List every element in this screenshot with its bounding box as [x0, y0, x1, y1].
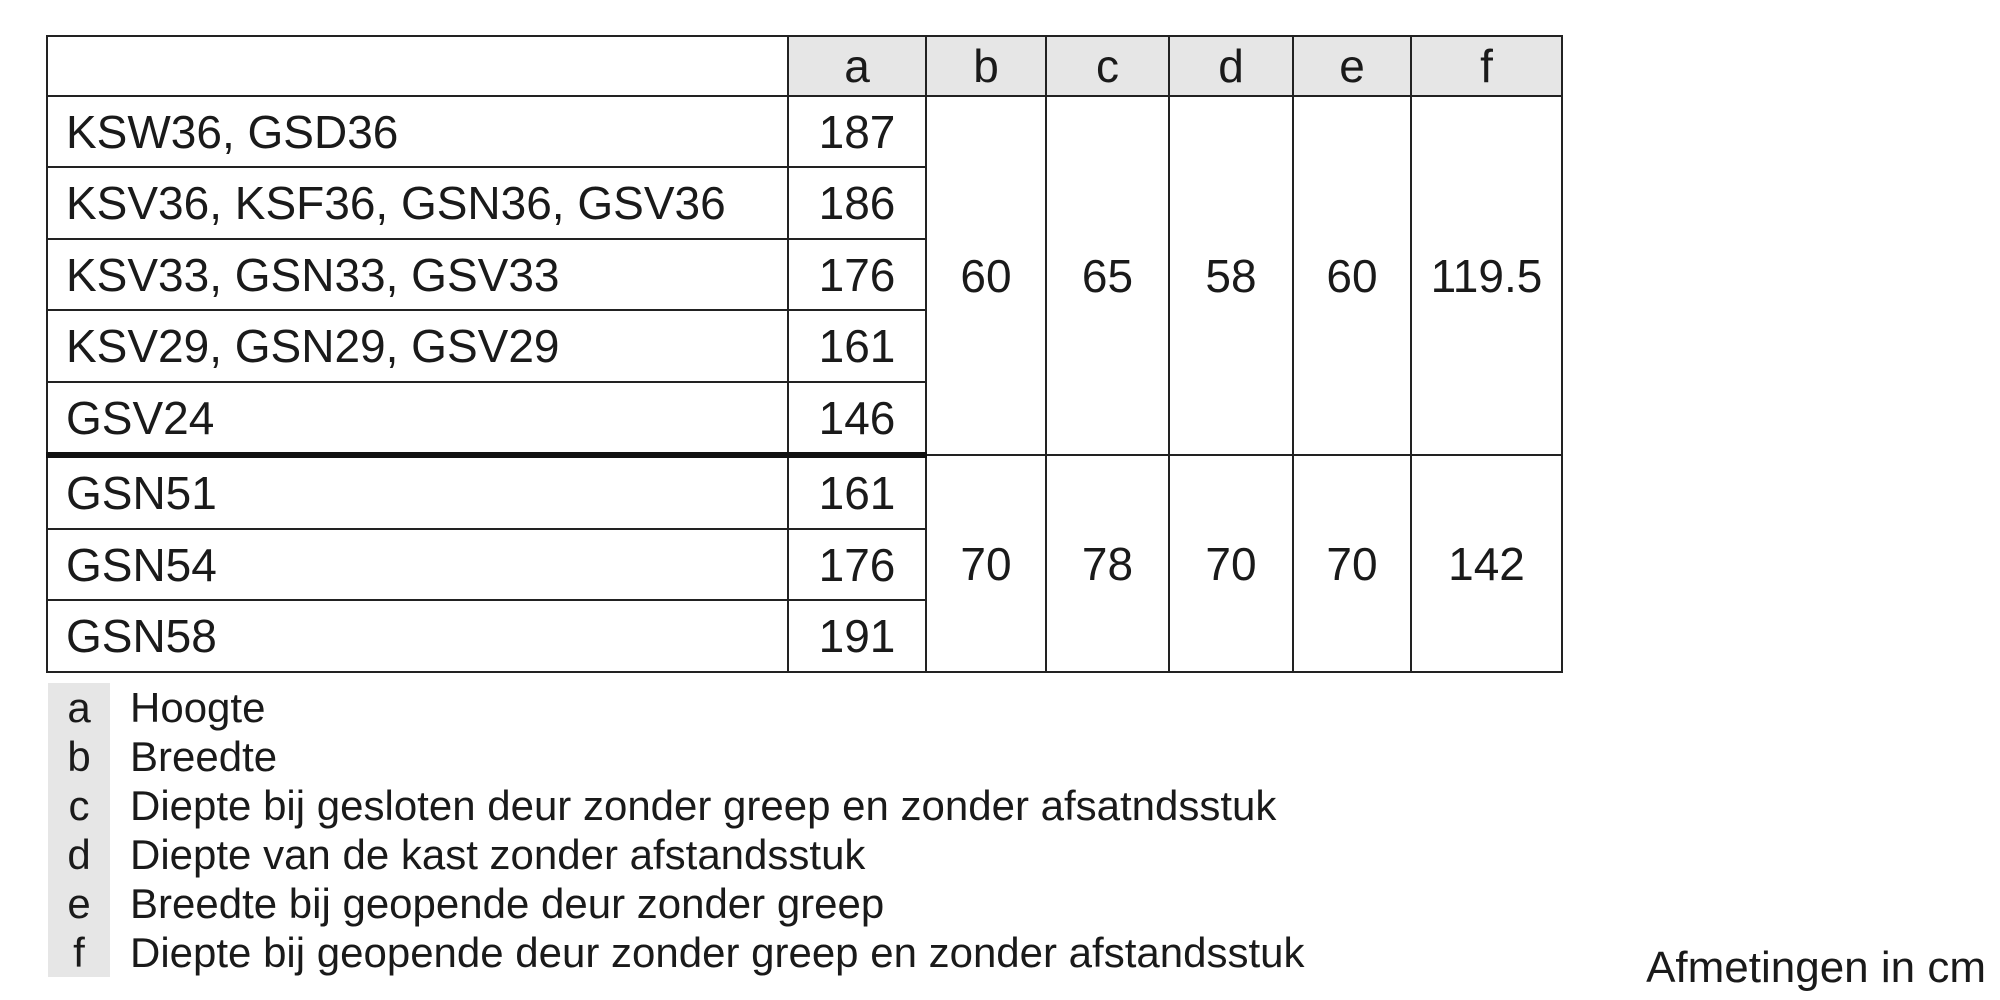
legend-text: Hoogte [130, 683, 266, 731]
header-d: d [1169, 36, 1293, 96]
legend-text: Diepte bij gesloten deur zonder greep en zonder afsatndsstuk [130, 781, 1277, 829]
legend-text: Breedte [130, 732, 278, 780]
model-cell: GSN54 [47, 529, 788, 600]
shared-c-cell: 78 [1046, 455, 1169, 672]
legend-key: d [48, 830, 110, 879]
legend-text: Breedte bij geopende deur zonder greep [130, 879, 885, 927]
legend-item [48, 879, 1304, 928]
header-b: b [926, 36, 1046, 96]
height-cell: 161 [788, 455, 926, 529]
height-cell: 176 [788, 529, 926, 600]
shared-f-cell: 119.5 [1411, 96, 1562, 455]
shared-e-cell: 60 [1293, 96, 1411, 455]
model-cell: GSN58 [47, 600, 788, 672]
height-cell: 191 [788, 600, 926, 672]
shared-e-cell: 70 [1293, 455, 1411, 672]
table-row [47, 96, 1562, 167]
legend-text: Diepte van de kast zonder afstandsstuk [130, 830, 866, 878]
height-cell: 161 [788, 310, 926, 381]
header-blank-cell [47, 36, 788, 96]
dimensions-table [46, 35, 1563, 673]
legend-key: a [48, 683, 110, 732]
unit-note: Afmetingen in cm [1646, 943, 1986, 992]
height-cell: 176 [788, 239, 926, 310]
legend-item [48, 683, 1304, 732]
header-e: e [1293, 36, 1411, 96]
model-cell: KSV33, GSN33, GSV33 [47, 239, 788, 310]
legend-text: Diepte bij geopende deur zonder greep en zonder afstandsstuk [130, 928, 1305, 976]
shared-f-cell: 142 [1411, 455, 1562, 672]
legend-key: f [48, 928, 110, 977]
shared-d-cell: 70 [1169, 455, 1293, 672]
legend-key: b [48, 732, 110, 781]
height-cell: 187 [788, 96, 926, 167]
header-c: c [1046, 36, 1169, 96]
legend [48, 683, 1304, 977]
shared-c-cell: 65 [1046, 96, 1169, 455]
legend-key: c [48, 781, 110, 830]
header-row [47, 36, 1562, 96]
shared-b-cell: 60 [926, 96, 1046, 455]
shared-b-cell: 70 [926, 455, 1046, 672]
model-cell: KSW36, GSD36 [47, 96, 788, 167]
legend-item [48, 732, 1304, 781]
legend-item [48, 830, 1304, 879]
model-cell: KSV36, KSF36, GSN36, GSV36 [47, 167, 788, 238]
legend-key: e [48, 879, 110, 928]
legend-item [48, 781, 1304, 830]
height-cell: 146 [788, 382, 926, 456]
shared-d-cell: 58 [1169, 96, 1293, 455]
header-a: a [788, 36, 926, 96]
table-row [47, 455, 1562, 529]
model-cell: KSV29, GSN29, GSV29 [47, 310, 788, 381]
model-cell: GSV24 [47, 382, 788, 456]
legend-item [48, 928, 1304, 977]
model-cell: GSN51 [47, 455, 788, 529]
header-f: f [1411, 36, 1562, 96]
height-cell: 186 [788, 167, 926, 238]
